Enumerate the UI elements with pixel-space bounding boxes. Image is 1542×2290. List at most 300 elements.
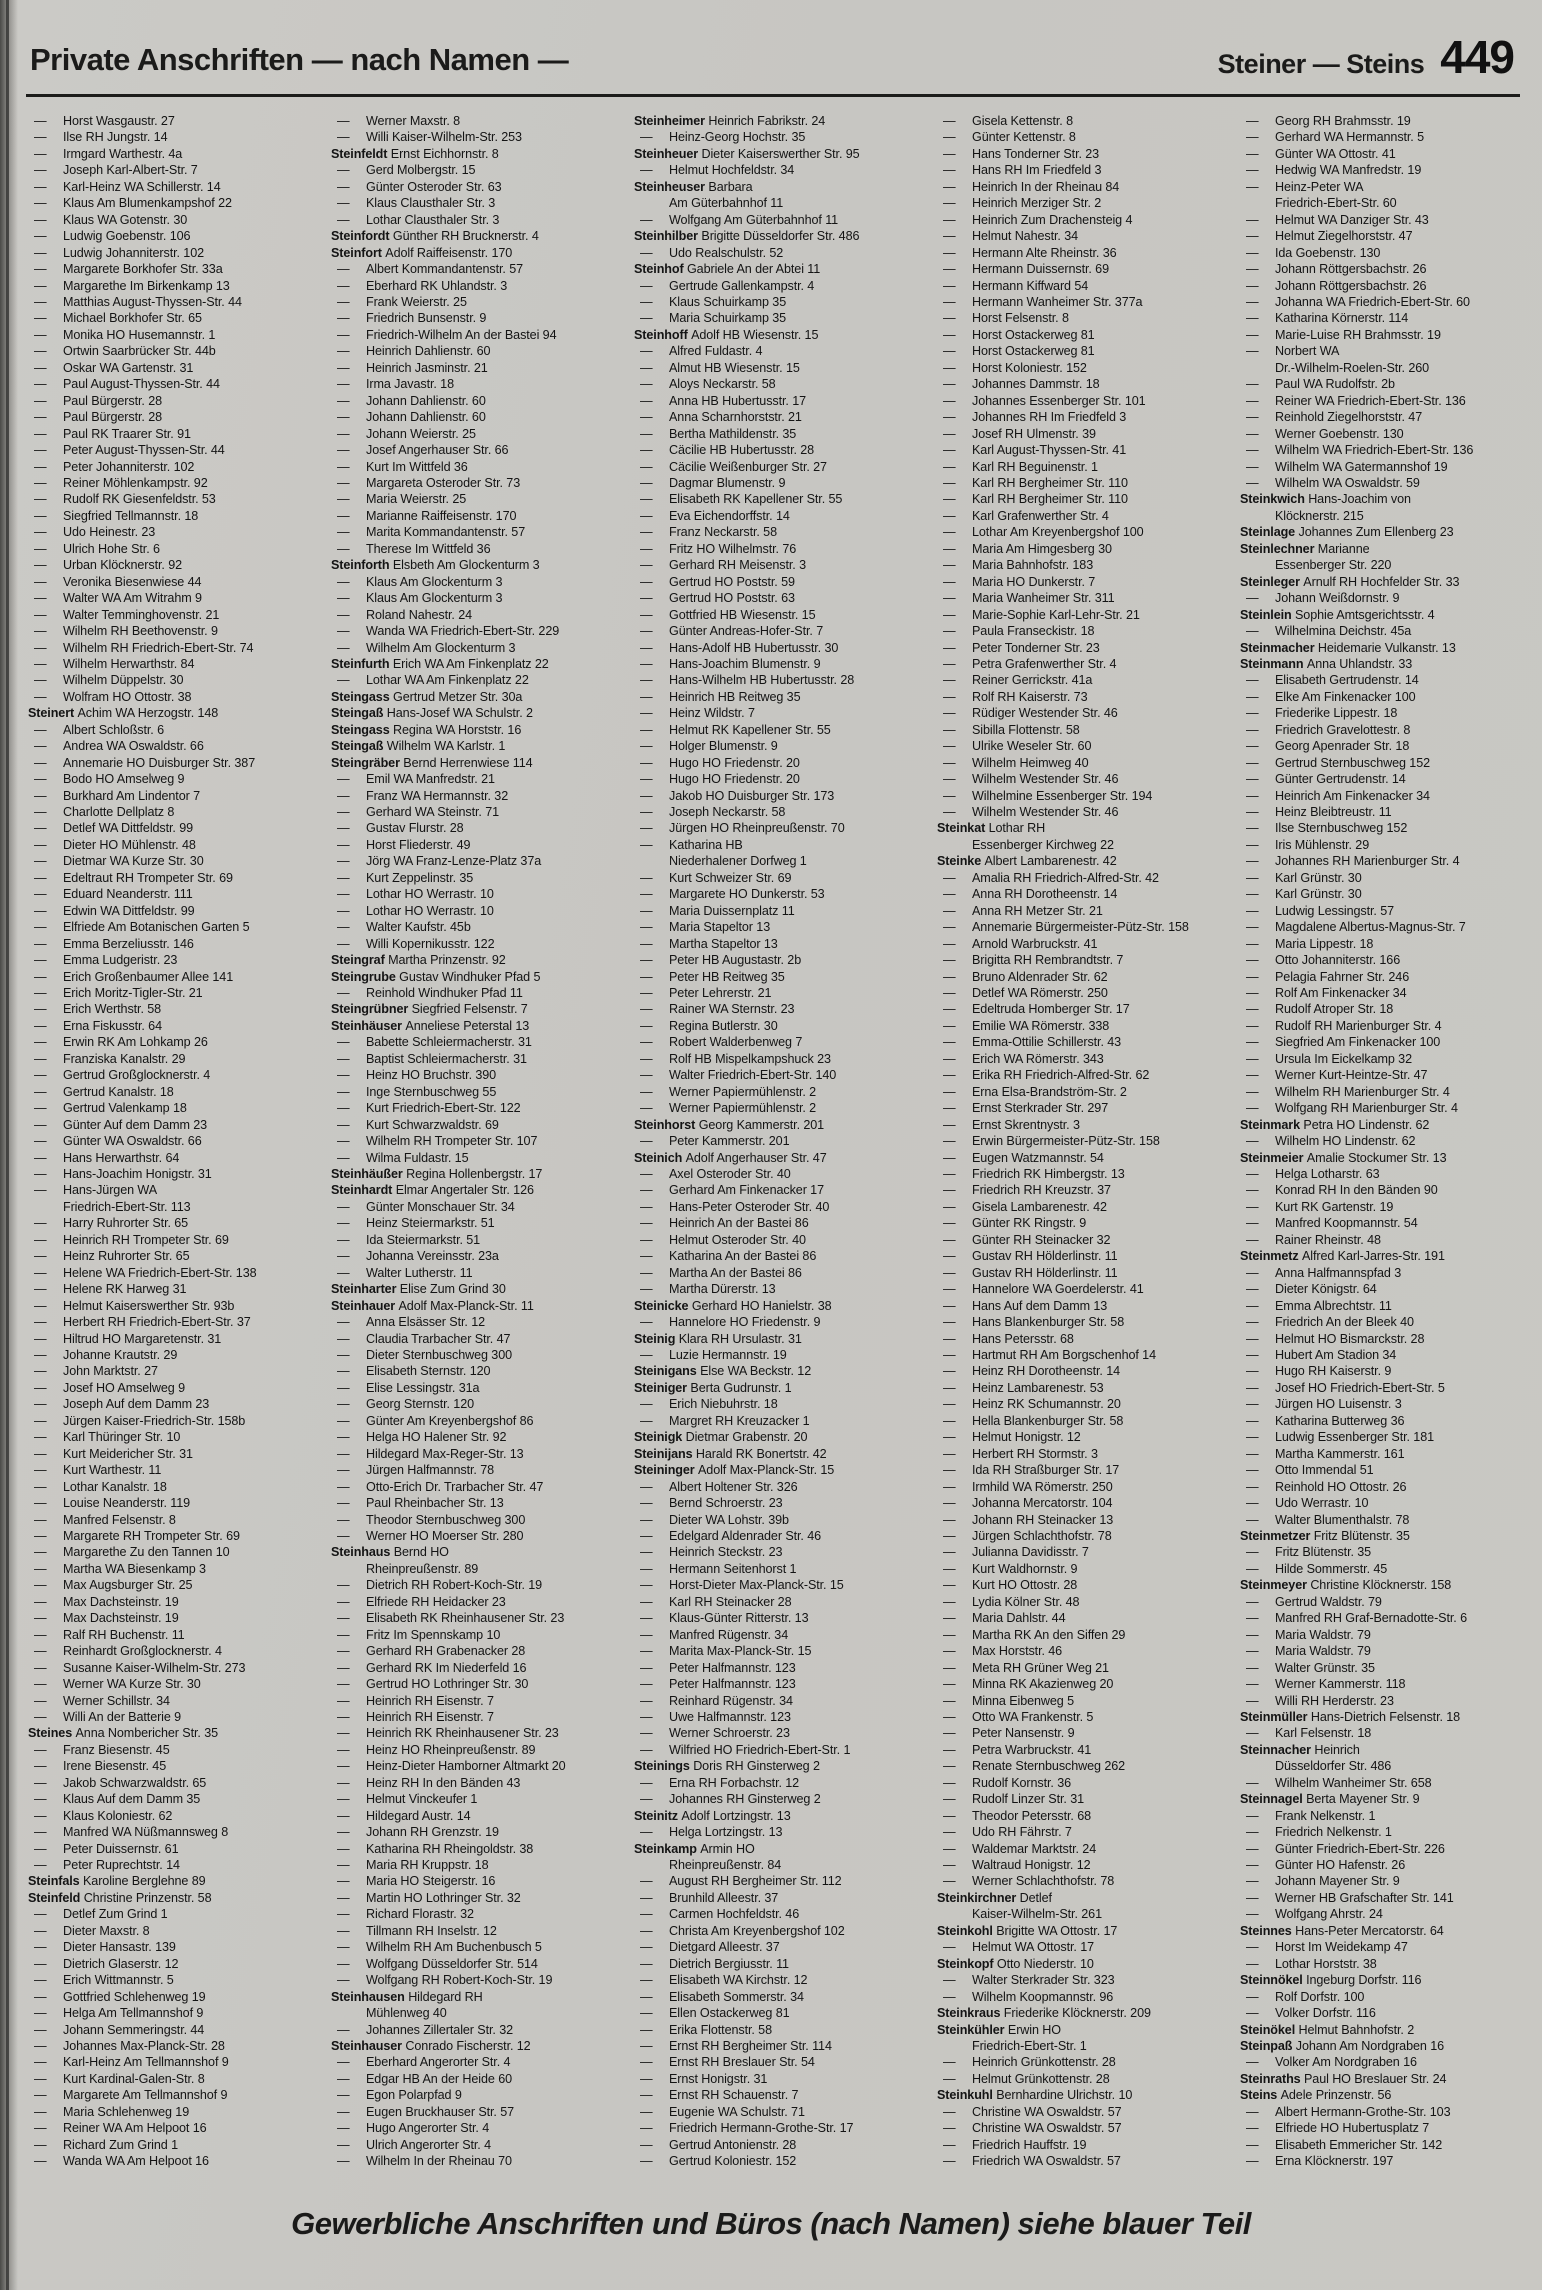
surname: Steingräber — [331, 755, 404, 770]
entry-line: — Otto WA Frankenstr. 5 — [943, 1709, 1094, 1724]
ditto-dash: — — [943, 887, 956, 902]
entry-line: Steinfordt Günther RH Brucknerstr. 4 — [331, 229, 539, 244]
entry-line: — Wilma Fuldastr. 15 — [337, 1150, 469, 1165]
surname: Steinmeier — [1240, 1150, 1307, 1165]
entry-line: — Manfred Felsenstr. 8 — [34, 1512, 176, 1527]
entry-line: — Katharina An der Bastei 86 — [640, 1249, 817, 1264]
page-header — [30, 22, 1514, 83]
ditto-dash: — — [640, 2121, 653, 2136]
entry-line: — Margareta Osteroder Str. 73 — [337, 475, 521, 490]
ditto-dash: — — [34, 262, 47, 277]
ditto-dash: — — [337, 591, 350, 606]
ditto-dash: — — [34, 196, 47, 211]
entry-line: — Erich Niebuhrstr. 18 — [640, 1397, 778, 1412]
ditto-dash: — — [640, 426, 653, 441]
ditto-dash: — — [34, 245, 47, 260]
entry-line: — Reiner WA Friedrich-Ebert-Str. 136 — [1246, 393, 1466, 408]
ditto-dash: — — [1246, 722, 1259, 737]
ditto-dash: — — [337, 114, 350, 128]
surname: Steinmetz — [1240, 1249, 1302, 1264]
entry-line: — Eugen Bruckhauser Str. 57 — [337, 2104, 515, 2119]
entry-line: — Paul WA Rudolfstr. 2b — [1246, 377, 1395, 392]
ditto-dash: — — [34, 1512, 47, 1527]
entry-line: — Heinrich Am Finkenacker 34 — [1246, 788, 1430, 803]
ditto-dash: — — [337, 854, 350, 869]
entry-line-wrap: Friedrich-Ebert-Str. 1 — [972, 2039, 1087, 2054]
ditto-dash: — — [943, 1528, 956, 1543]
entry-line: — Therese Im Wittfeld 36 — [337, 541, 491, 556]
entry-line: — Klaus Clausthaler Str. 3 — [337, 196, 496, 211]
entry-line: — Edeltraut RH Trompeter Str. 69 — [34, 870, 233, 885]
ditto-dash: — — [640, 1035, 653, 1050]
ditto-dash: — — [337, 541, 350, 556]
ditto-dash: — — [34, 1742, 47, 1757]
ditto-dash: — — [943, 1397, 956, 1412]
ditto-dash: — — [34, 1989, 47, 2004]
surname: Steinijans — [634, 1446, 696, 1461]
entry-line: — Elisabeth RK Kapellener Str. 55 — [640, 492, 843, 507]
entry-line: — Franziska Kanalstr. 29 — [34, 1051, 186, 1066]
entry-line: — Karl Thüringer Str. 10 — [34, 1430, 181, 1445]
ditto-dash: — — [943, 163, 956, 178]
ditto-dash: — — [943, 1496, 956, 1511]
entry-line: — Brigitta RH Rembrandtstr. 7 — [943, 953, 1124, 968]
entry-line: Steinheuser Barbara — [634, 179, 753, 194]
ditto-dash: — — [640, 953, 653, 968]
ditto-dash: — — [640, 212, 653, 227]
surname: Steinnes — [1240, 1923, 1296, 1938]
entry-line: — Emma Albrechtstr. 11 — [1246, 1298, 1392, 1313]
entry-line: — Eugenie WA Schulstr. 71 — [640, 2104, 805, 2119]
ditto-dash: — — [640, 607, 653, 622]
entry-line: — Martha Kammerstr. 161 — [1246, 1446, 1405, 1461]
entry-line: — Manfred WA Nüßmannsweg 8 — [34, 1825, 229, 1840]
entry-line: Steinpaß Johann Am Nordgraben 16 — [1240, 2039, 1445, 2054]
entry-line: — Jürgen HO Rheinpreußenstr. 70 — [640, 821, 845, 836]
ditto-dash: — — [943, 1709, 956, 1724]
ditto-dash: — — [1246, 772, 1259, 787]
entry-line: — Reinhold Ziegelhorststr. 47 — [1246, 410, 1423, 425]
ditto-dash: — — [943, 130, 956, 145]
entry-line: — Heinrich An der Bastei 86 — [640, 1216, 809, 1231]
entry-line: — Werner WA Kurze Str. 30 — [34, 1677, 201, 1692]
entry-line: — Bernd Schroerstr. 23 — [640, 1496, 783, 1511]
ditto-dash: — — [1246, 1199, 1259, 1214]
entry-line: — Udo Realschulstr. 52 — [640, 245, 784, 260]
entry-line: — Hugo HO Friedenstr. 20 — [640, 755, 800, 770]
ditto-dash: — — [943, 2104, 956, 2119]
entry-line: — Elfriede Am Botanischen Garten 5 — [34, 920, 250, 935]
entry-line: — Hilde Sommerstr. 45 — [1246, 1561, 1388, 1576]
ditto-dash: — — [943, 475, 956, 490]
entry-line: — Ernst Skrentnystr. 3 — [943, 1117, 1080, 1132]
ditto-dash: — — [943, 1775, 956, 1790]
entry-line: — Marita Max-Planck-Str. 15 — [640, 1644, 812, 1659]
entry-line: — Hermann Duissernstr. 69 — [943, 262, 1109, 277]
ditto-dash: — — [337, 1068, 350, 1083]
entry-line: — Hans-Wilhelm HB Hubertusstr. 28 — [640, 673, 855, 688]
ditto-dash: — — [337, 1693, 350, 1708]
ditto-dash: — — [34, 953, 47, 968]
entry-line: — Norbert WA — [1246, 344, 1340, 359]
entry-line: Steinkohl Brigitte WA Ottostr. 17 — [937, 1923, 1118, 1938]
entry-line: — Johann Mayener Str. 9 — [1246, 1874, 1400, 1889]
ditto-dash: — — [943, 1627, 956, 1642]
ditto-dash: — — [337, 1496, 350, 1511]
entry-line: Steingrube Gustav Windhuker Pfad 5 — [331, 969, 541, 984]
entry-line: — Heinz HO Bruchstr. 390 — [337, 1068, 497, 1083]
entry-line: — Hermann Seitenhorst 1 — [640, 1561, 797, 1576]
entry-line: Steinheimer Heinrich Fabrikstr. 24 — [634, 114, 826, 128]
entry-line: — Peter Lehrerstr. 21 — [640, 986, 772, 1001]
entry-line: — Karl Grünstr. 30 — [1246, 887, 1362, 902]
entry-line: — Marianne Raiffeisenstr. 170 — [337, 508, 517, 523]
entry-line: — Dietrich Glaserstr. 12 — [34, 1956, 179, 1971]
entry-line: — Maria Bahnhofstr. 183 — [943, 558, 1094, 573]
directory-column-5 — [1240, 113, 1536, 2179]
surname: Steininger — [634, 1463, 698, 1478]
ditto-dash: — — [1246, 953, 1259, 968]
ditto-dash: — — [640, 393, 653, 408]
directory-column-1 — [28, 113, 324, 2179]
ditto-dash: — — [34, 229, 47, 244]
ditto-dash: — — [1246, 1216, 1259, 1231]
ditto-dash: — — [337, 360, 350, 375]
entry-line: — Heinz Wildstr. 7 — [640, 706, 755, 721]
ditto-dash: — — [1246, 1808, 1259, 1823]
surname: Steinpaß — [1240, 2039, 1296, 2054]
ditto-dash: — — [943, 1973, 956, 1988]
entry-line: — Hugo RH Kaiserstr. 9 — [1246, 1364, 1392, 1379]
ditto-dash: — — [640, 1989, 653, 2004]
ditto-dash: — — [337, 1627, 350, 1642]
entry-line-wrap: Friedrich-Ebert-Str. 113 — [63, 1199, 191, 1214]
ditto-dash: — — [1246, 821, 1259, 836]
entry-line: — Wilhelm RH Marienburger Str. 4 — [1246, 1084, 1450, 1099]
entry-line: — Wolfgang RH Marienburger Str. 4 — [1246, 1101, 1458, 1116]
ditto-dash: — — [1246, 2006, 1259, 2021]
entry-line: — Werner Papiermühlenstr. 2 — [640, 1084, 817, 1099]
entry-line: — Hedwig WA Manfredstr. 19 — [1246, 163, 1422, 178]
ditto-dash: — — [640, 1479, 653, 1494]
ditto-dash: — — [337, 278, 350, 293]
ditto-dash: — — [337, 196, 350, 211]
ditto-dash: — — [34, 1578, 47, 1593]
entry-line: — Aloys Neckarstr. 58 — [640, 377, 776, 392]
entry-line: — Hans Blankenburger Str. 58 — [943, 1315, 1125, 1330]
entry-line: — Udo Werrastr. 10 — [1246, 1496, 1369, 1511]
surname: Steingaß — [331, 739, 387, 754]
entry-line: — Peter HB Reitweg 35 — [640, 969, 785, 984]
ditto-dash: — — [337, 1364, 350, 1379]
ditto-dash: — — [337, 1216, 350, 1231]
ditto-dash: — — [943, 1726, 956, 1741]
entry-line: — Heinrich RH Trompeter Str. 69 — [34, 1232, 229, 1247]
entry-line: — Hildegard Max-Reger-Str. 13 — [337, 1446, 524, 1461]
ditto-dash: — — [640, 1002, 653, 1017]
ditto-dash: — — [34, 410, 47, 425]
entry-line: — Elke Am Finkenacker 100 — [1246, 689, 1416, 704]
ditto-dash: — — [34, 393, 47, 408]
entry-line: — Elisabeth Emmericher Str. 142 — [1246, 2137, 1443, 2152]
entry-line: — Werner Papiermühlenstr. 2 — [640, 1101, 817, 1116]
entry-line: — Dietmar WA Kurze Str. 30 — [34, 854, 204, 869]
entry-line: — Erich Moritz-Tigler-Str. 21 — [34, 986, 203, 1001]
entry-line: — Eduard Neanderstr. 111 — [34, 887, 193, 902]
ditto-dash: — — [640, 1956, 653, 1971]
ditto-dash: — — [1246, 969, 1259, 984]
entry-line: — Karl RH Bergheimer Str. 110 — [943, 475, 1128, 490]
entry-line: — Helmut RK Kapellener Str. 55 — [640, 722, 831, 737]
entry-line: — Elisabeth Gertrudenstr. 14 — [1246, 673, 1419, 688]
surname: Steinfals — [28, 1874, 83, 1889]
entry-line: — Dieter HO Mühlenstr. 48 — [34, 837, 196, 852]
footer-note: Gewerbliche Anschriften und Büros (nach Namen) siehe blauer Teil — [291, 2206, 1251, 2241]
entry-line: — Martha Dürerstr. 13 — [640, 1282, 776, 1297]
entry-line: — Heinrich RH Eisenstr. 7 — [337, 1693, 494, 1708]
ditto-dash: — — [640, 1545, 653, 1560]
entry-line: Steinhof Gabriele An der Abtei 11 — [634, 262, 821, 277]
ditto-dash: — — [943, 739, 956, 754]
entry-line: — Helmut Kaiserswerther Str. 93b — [34, 1298, 235, 1313]
ditto-dash: — — [640, 2006, 653, 2021]
ditto-dash: — — [943, 903, 956, 918]
entry-line: — Ulrich Angerorter Str. 4 — [337, 2137, 491, 2152]
ditto-dash: — — [34, 2104, 47, 2119]
ditto-dash: — — [640, 1512, 653, 1527]
entry-line: — Wilhelmine Essenberger Str. 194 — [943, 788, 1153, 803]
entry-line: — Horst Ostackerweg 81 — [943, 327, 1095, 342]
entry-line: — Gisela Lambarenestr. 42 — [943, 1199, 1107, 1214]
entry-line: — Hans-Joachim Blumenstr. 9 — [640, 656, 821, 671]
entry-line: — Johann Weißdornstr. 9 — [1246, 591, 1400, 606]
ditto-dash: — — [1246, 1347, 1259, 1362]
ditto-dash: — — [34, 1331, 47, 1346]
ditto-dash: — — [34, 344, 47, 359]
entry-line: — Uwe Halfmannstr. 123 — [640, 1709, 791, 1724]
ditto-dash: — — [1246, 1841, 1259, 1856]
entry-line: — Dieter Sternbuschweg 300 — [337, 1347, 513, 1362]
entry-line: — Maria Waldstr. 79 — [1246, 1644, 1371, 1659]
entry-line: — Volker Dorfstr. 116 — [1246, 2006, 1376, 2021]
entry-line: — Heinrich Merziger Str. 2 — [943, 196, 1102, 211]
ditto-dash: — — [34, 212, 47, 227]
entry-line: Steinhardt Elmar Angertaler Str. 126 — [331, 1183, 534, 1198]
surname: Steinnökel — [1240, 1973, 1307, 1988]
ditto-dash: — — [1246, 1545, 1259, 1560]
entry-line: — Emma-Ottilie Schillerstr. 43 — [943, 1035, 1122, 1050]
entry-line: — Wilhelm In der Rheinau 70 — [337, 2154, 512, 2169]
ditto-dash: — — [34, 837, 47, 852]
entry-line: — Irma Javastr. 18 — [337, 377, 454, 392]
ditto-dash: — — [34, 1216, 47, 1231]
entry-line: — Johanne Krautstr. 29 — [34, 1347, 178, 1362]
ditto-dash: — — [1246, 262, 1259, 277]
ditto-dash: — — [640, 475, 653, 490]
ditto-dash: — — [943, 1430, 956, 1445]
ditto-dash: — — [943, 1216, 956, 1231]
ditto-dash: — — [337, 1331, 350, 1346]
ditto-dash: — — [34, 624, 47, 639]
entry-line: — Friedrich WA Oswaldstr. 57 — [943, 2154, 1121, 2169]
ditto-dash: — — [337, 1726, 350, 1741]
surname: Steinhauer — [331, 1298, 399, 1313]
entry-line: — Fritz HO Wilhelmstr. 76 — [640, 541, 797, 556]
entry-line: — Axel Osteroder Str. 40 — [640, 1167, 791, 1181]
entry-line: — Hermann Wanheimer Str. 377a — [943, 294, 1143, 309]
ditto-dash: — — [943, 1331, 956, 1346]
entry-line: — Wolfram HO Ottostr. 38 — [34, 689, 192, 704]
entry-line: — Kurt RK Gartenstr. 19 — [1246, 1199, 1394, 1214]
ditto-dash: — — [640, 1282, 653, 1297]
entry-line: Steinmacher Heidemarie Vulkanstr. 13 — [1240, 640, 1456, 655]
entry-line: — Joseph Karl-Albert-Str. 7 — [34, 163, 198, 178]
entry-line: — Ilse RH Jungstr. 14 — [34, 130, 168, 145]
entry-line: — Matthias August-Thyssen-Str. 44 — [34, 294, 242, 309]
ditto-dash: — — [943, 870, 956, 885]
entry-line: — Georg RH Brahmsstr. 19 — [1246, 114, 1411, 128]
ditto-dash: — — [1246, 1463, 1259, 1478]
entry-line: — August RH Bergheimer Str. 112 — [640, 1874, 842, 1889]
entry-line: — Johanna WA Friedrich-Ebert-Str. 60 — [1246, 294, 1470, 309]
ditto-dash: — — [34, 1808, 47, 1823]
ditto-dash: — — [943, 986, 956, 1001]
entry-line: — Martha An der Bastei 86 — [640, 1265, 802, 1280]
entry-line: — Baptist Schleiermacherstr. 31 — [337, 1051, 527, 1066]
entry-line: — Maria HO Dunkerstr. 7 — [943, 574, 1096, 589]
entry-line: — Gerhard RH Meisenstr. 3 — [640, 558, 806, 573]
entry-line: — Georg Sternstr. 120 — [337, 1397, 475, 1412]
surname: Steinlein — [1240, 607, 1295, 622]
entry-line: — Anna HB Hubertusstr. 17 — [640, 393, 807, 408]
ditto-dash: — — [337, 1578, 350, 1593]
entry-line: — Max Dachsteinstr. 19 — [34, 1594, 179, 1609]
ditto-dash: — — [640, 1907, 653, 1922]
entry-line: — Maria Wanheimer Str. 311 — [943, 591, 1115, 606]
entry-line: — Werner Goebenstr. 130 — [1246, 426, 1404, 441]
entry-line: — Heinz Lambarenestr. 53 — [943, 1380, 1104, 1395]
entry-line: — Ernst RH Schauenstr. 7 — [640, 2088, 799, 2103]
entry-line: — Urban Klöcknerstr. 92 — [34, 558, 182, 573]
surname: Steinhof — [634, 262, 687, 277]
entry-line: — Gertrud Koloniestr. 152 — [640, 2154, 797, 2169]
entry-line: — Friederike Lippestr. 18 — [1246, 706, 1398, 721]
entry-line: — Maria Weierstr. 25 — [337, 492, 467, 507]
entry-line: — Ernst RH Bergheimer Str. 114 — [640, 2039, 832, 2054]
entry-line: — Werner Maxstr. 8 — [337, 114, 461, 128]
entry-line-wrap: Mühlenweg 40 — [366, 2006, 447, 2021]
ditto-dash: — — [1246, 1726, 1259, 1741]
ditto-dash: — — [337, 1380, 350, 1395]
ditto-dash: — — [943, 1792, 956, 1807]
ditto-dash: — — [337, 393, 350, 408]
ditto-dash: — — [337, 1479, 350, 1494]
ditto-dash: — — [943, 377, 956, 392]
entry-line: Steingass Regina WA Horststr. 16 — [331, 722, 522, 737]
entry-line: — Helmut Nahestr. 34 — [943, 229, 1078, 244]
ditto-dash: — — [943, 969, 956, 984]
entry-line: — Magdalene Albertus-Magnus-Str. 7 — [1246, 920, 1466, 935]
ditto-dash: — — [640, 1347, 653, 1362]
entry-line: — Margarete HO Dunkerstr. 53 — [640, 887, 825, 902]
ditto-dash: — — [34, 492, 47, 507]
entry-line: — Heinz RH In den Bänden 43 — [337, 1775, 521, 1790]
entry-line: — Gertrude Gallenkampstr. 4 — [640, 278, 815, 293]
ditto-dash: — — [943, 1446, 956, 1461]
ditto-dash: — — [337, 459, 350, 474]
ditto-dash: — — [34, 1150, 47, 1165]
entry-line: — Rolf Dorfstr. 100 — [1246, 1989, 1365, 2004]
ditto-dash: — — [640, 656, 653, 671]
entry-line: Steinhauser Conrado Fischerstr. 12 — [331, 2039, 531, 2054]
ditto-dash: — — [640, 1413, 653, 1428]
ditto-dash: — — [337, 1907, 350, 1922]
ditto-dash: — — [640, 1890, 653, 1905]
entry-line: — Hans Herwarthstr. 64 — [34, 1150, 180, 1165]
ditto-dash: — — [640, 1528, 653, 1543]
entry-line: — Richard Florastr. 32 — [337, 1907, 474, 1922]
ditto-dash: — — [337, 936, 350, 951]
entry-line: — Max Augsburger Str. 25 — [34, 1578, 193, 1593]
ditto-dash: — — [640, 278, 653, 293]
entry-line: — Peter Ruprechtstr. 14 — [34, 1858, 180, 1873]
ditto-dash: — — [337, 1413, 350, 1428]
entry-line: — Gottfried HB Wiesenstr. 15 — [640, 607, 816, 622]
ditto-dash: — — [640, 1726, 653, 1741]
ditto-dash: — — [337, 1528, 350, 1543]
surname: Steinfurth — [331, 656, 393, 671]
ditto-dash: — — [337, 2071, 350, 2086]
entry-line: — Reinhold HO Ottostr. 26 — [1246, 1479, 1407, 1494]
entry-line: — Amalia RH Friedrich-Alfred-Str. 42 — [943, 870, 1159, 885]
surname: Steingass — [331, 722, 393, 737]
entry-line: — Tillmann RH Inselstr. 12 — [337, 1923, 497, 1938]
ditto-dash: — — [640, 1973, 653, 1988]
surname: Steinfort — [331, 245, 386, 260]
ditto-dash: — — [337, 1150, 350, 1165]
ditto-dash: — — [640, 360, 653, 375]
ditto-dash: — — [1246, 2137, 1259, 2152]
ditto-dash: — — [337, 1117, 350, 1132]
entry-line: — Julianna Davidisstr. 7 — [943, 1545, 1089, 1560]
ditto-dash: — — [640, 986, 653, 1001]
entry-line: — Heinz RH Dorotheenstr. 14 — [943, 1364, 1120, 1379]
entry-line: — Gisela Kettenstr. 8 — [943, 114, 1074, 128]
ditto-dash: — — [34, 1594, 47, 1609]
ditto-dash: — — [640, 1051, 653, 1066]
ditto-dash: — — [337, 1101, 350, 1116]
entry-line: — Johannes Essenberger Str. 101 — [943, 393, 1146, 408]
entry-line: — Egon Polarpfad 9 — [337, 2088, 462, 2103]
ditto-dash: — — [337, 805, 350, 820]
entry-line: — Siegfried Am Finkenacker 100 — [1246, 1035, 1441, 1050]
entry-line: — Waltraud Honigstr. 12 — [943, 1858, 1091, 1873]
entry-line: Steinkuhl Bernhardine Ulrichstr. 10 — [937, 2088, 1133, 2103]
ditto-dash: — — [640, 1775, 653, 1790]
entry-line: — Klaus-Günter Ritterstr. 13 — [640, 1611, 809, 1626]
ditto-dash: — — [337, 772, 350, 787]
entry-line: — Burkhard Am Lindentor 7 — [34, 788, 201, 803]
entry-line: Steinhorst Georg Kammerstr. 201 — [634, 1117, 825, 1132]
entry-line: — Otto Immendal 51 — [1246, 1463, 1374, 1478]
entry-line: — Ulrich Hohe Str. 6 — [34, 541, 160, 556]
entry-line: — Klaus Schuirkamp 35 — [640, 294, 787, 309]
surname: Steins — [1240, 2088, 1281, 2103]
entry-line: — Kurt Schweizer Str. 69 — [640, 870, 792, 885]
entry-line: — Emma Ludgeristr. 23 — [34, 953, 178, 968]
ditto-dash: — — [640, 788, 653, 803]
entry-line: Steins Adele Prinzenstr. 56 — [1240, 2088, 1392, 2103]
